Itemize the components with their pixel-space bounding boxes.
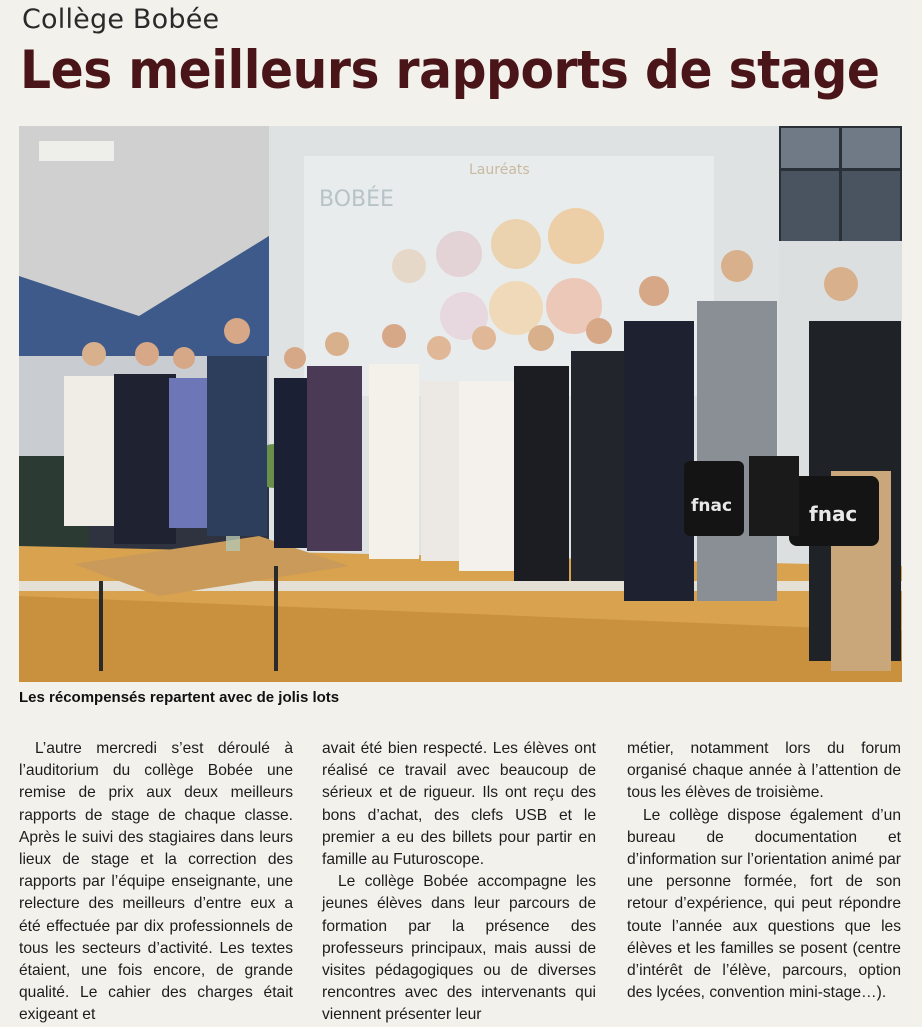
photo-caption: Les récompensés repartent avec de jolis lots [19,689,340,706]
bag-text-left: fnac [691,496,733,516]
screen-title: Lauréats [469,162,530,178]
paragraph: Le collège Bobée accompagne les jeunes élèves dans leur parcours de formation par la présence des professeurs principaux, mais aussi de visites pédagogiques ou de diverses rencontres avec des intervenants qui viennent présenter leur [322,873,596,1024]
kicker: Collège Bobée [22,4,220,35]
article-body [19,738,903,1024]
article-photo [19,126,902,682]
paragraph: L’autre mercredi s’est déroulé à l’auditorium du collège Bobée une remise de prix aux deux meilleurs rapports de stage de chaque classe. Après le suivi des stagiaires dans leurs lieux de stage et la correction des rapports par l’équipe enseignante, une relecture des meilleurs d’entre eux a été effectuée par dix professionnels de tous les secteurs d’activité. Les textes étaient, une fois encore, de grande qualité. Le cahier des charges était exigeant et [19,740,293,1024]
bag-text-right: fnac [809,502,858,526]
column-1 [19,738,293,1027]
paragraph: métier, notamment lors du forum organisé chaque année à l’attention de tous les élèves de troisième. [627,740,901,802]
screen-logo: BOBÉE [319,187,394,212]
paragraph: avait été bien respecté. Les élèves ont réalisé ce travail avec beaucoup de sérieux et de rigueur. Ils ont reçu des bons d’achat, des clefs USB et le premier a eu des billets pour partir en famille au Futuroscope. [322,740,596,869]
headline: Les meilleurs rapports de stage [20,40,880,101]
column-3 [627,738,901,1004]
column-2 [322,738,596,1027]
paragraph: Le collège dispose également d’un bureau de documentation et d’information sur l’orientation animé par une personne formée, fort de son retour d’expérience, qui peut répondre toute l’année aux questions que les élèves et les familles se posent (centre d’intérêt de l’élève, parcours, option des lycées, convention mini-stage…). [627,806,901,1002]
